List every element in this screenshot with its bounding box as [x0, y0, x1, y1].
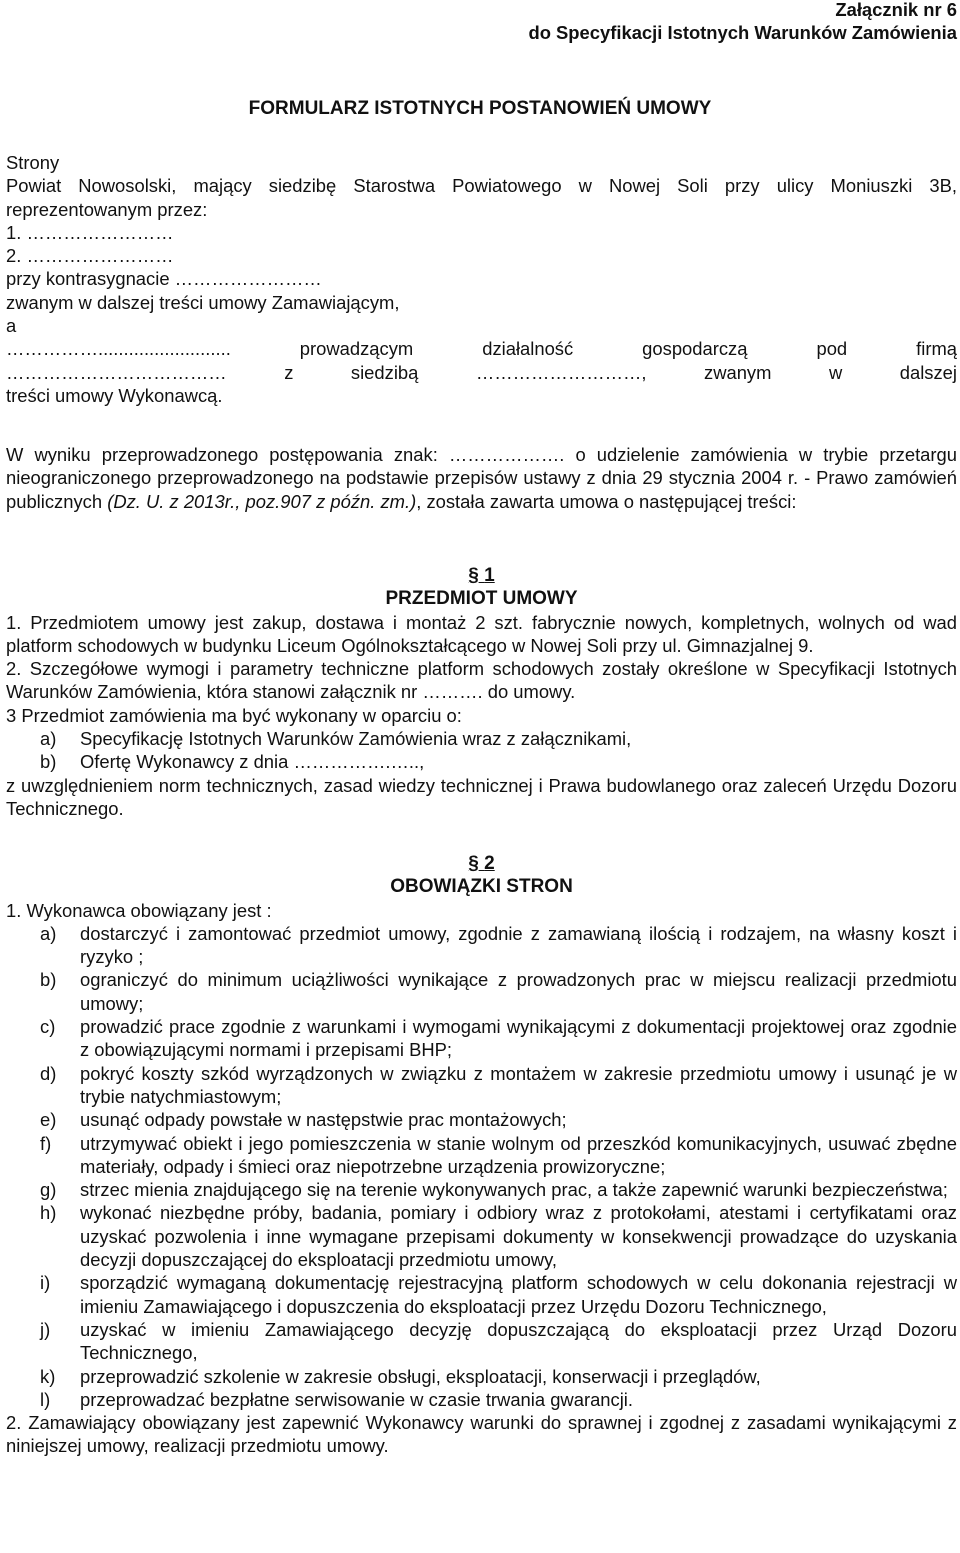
- and-conjunction: a: [6, 315, 17, 337]
- list-item-text: sporządzić wymaganą dokumentację rejestracyjną platform schodowych w celu dokonania rejestracji w imieniu Zamawiającego i dopuszczenia do eksploatacji przez Urzędu Dozoru Technicznego,: [80, 1272, 957, 1317]
- section-1-heading: [6, 564, 957, 611]
- list-item: [6, 1365, 957, 1388]
- list-item-text: prowadzić prace zgodnie z warunkami i wymogami wynikającymi z dokumentacji projektowej oraz zgodnie z obowiązującymi normami i przepisami BHP;: [80, 1016, 957, 1061]
- section-2-num: 2: [484, 853, 495, 874]
- attachment-number: Załącznik nr 6: [835, 0, 957, 20]
- list-marker: f): [40, 1132, 52, 1154]
- intro-text: [6, 443, 957, 513]
- list-marker: j): [40, 1318, 51, 1340]
- section-2-obligations-list: [6, 922, 957, 1411]
- section-1-point-1: 1. Przedmiotem umowy jest zakup, dostawa i montaż 2 szt. fabrycznie nowych, kompletnych, wolnych od wad platform schodowych w budynku Liceum Ogólnokształcącego w Nowej Soli przy ul. Gimnazjalnej 9.: [6, 611, 957, 656]
- section-1: [6, 564, 957, 820]
- list-item: [6, 1132, 957, 1179]
- list-item-text: Specyfikację Istotnych Warunków Zamówienia wraz z załącznikami,: [80, 728, 632, 750]
- list-item-text: wykonać niezbędne próby, badania, pomiary i odbiory wraz z protokołami, atestami i certyfikatami oraz uzyskać pozwolenia i inne wymagane przepisami dokumenty w konsekwencji prowadzące do uzyskania decyzji dopuszczającej do eksploatacji przedmiotu umowy,: [80, 1202, 957, 1271]
- list-item-text: dostarczyć i zamontować przedmiot umowy, zgodnie z zamawianą ilością i rodzajem, na własny koszt i ryzyko ;: [80, 922, 957, 968]
- section-2-title: OBOWIĄZKI STRON: [390, 876, 573, 898]
- intro-paragraph: [6, 443, 957, 513]
- list-marker: a): [40, 728, 57, 750]
- list-item-text: strzec mienia znajdującego się na terenie wykonywanych prac, a także zapewnić warunki bezpieczeństwa;: [80, 1179, 948, 1201]
- representative-1: 1. ……………………: [6, 221, 174, 243]
- section-2-heading: [6, 852, 957, 899]
- paragraph-symbol: §: [468, 853, 479, 874]
- list-item: [6, 1178, 957, 1201]
- section-1-title: PRZEDMIOT UMOWY: [385, 588, 578, 610]
- ordering-party-definition: zwanym w dalszej treści umowy Zamawiającym,: [6, 291, 400, 313]
- list-marker: i): [40, 1272, 51, 1294]
- list-item-text: pokryć koszty szkód wyrządzonych w związku z montażem w zakresie przedmiotu umowy i usunąć je w trybie natychmiastowym;: [80, 1062, 957, 1107]
- list-marker: k): [40, 1365, 56, 1387]
- parties-label: Strony: [6, 152, 60, 173]
- section-1-number: [6, 564, 957, 587]
- paragraph-symbol: §: [468, 565, 479, 586]
- list-item-text: ograniczyć do minimum uciążliwości wynikające z prowadzonych prac w miejscu realizacji przedmiotu umowy;: [80, 969, 957, 1014]
- list-item: [6, 922, 957, 969]
- section-2-point-2: 2. Zamawiający obowiązany jest zapewnić Wykonawcy warunki do sprawnej i zgodnej z zasadami wynikającymi z niniejszej umowy, realizacji przedmiotu umowy.: [6, 1412, 957, 1457]
- list-item-text: uzyskać w imieniu Zamawiającego decyzję dopuszczającą do eksploatacji przez Urząd Dozoru Technicznego,: [80, 1318, 957, 1364]
- attachment-reference: do Specyfikacji Istotnych Warunków Zamówienia: [528, 22, 957, 43]
- contractor-line1: …………….......................... prowadzącym działalność gospodarczą pod firmą: [6, 338, 957, 360]
- section-2-point-1: 1. Wykonawca obowiązany jest :: [6, 899, 272, 921]
- parties-ordering-line2: reprezentowanym przez:: [6, 198, 208, 220]
- parties-ordering-line1: Powiat Nowosolski, mający siedzibę Starostwa Powiatowego w Nowej Soli przy ulicy Moniuszki 3B,: [6, 175, 957, 197]
- list-marker: c): [40, 1016, 56, 1038]
- list-marker: b): [40, 751, 57, 773]
- list-item: [6, 1271, 957, 1318]
- list-item: [6, 1388, 957, 1411]
- list-item: [6, 1201, 957, 1271]
- list-item: [6, 1108, 957, 1131]
- parties-section: [6, 151, 957, 407]
- section-1-point-2: 2. Szczegółowe wymogi i parametry techniczne platform schodowych zostały określone w Specyfikacji Istotnych Warunków Zamówienia, która stanowi załącznik nr ………. do umowy.: [6, 658, 957, 703]
- contractor-line2: ……………………………… z siedzibą ………………………, zwanym w dalszej: [6, 361, 957, 383]
- intro-part2: , została zawarta umowa o następującej treści:: [416, 490, 797, 512]
- section-2: [6, 852, 957, 1458]
- countersignature: przy kontrasygnacie ……………………: [6, 268, 322, 290]
- section-2-number: [6, 852, 957, 875]
- list-item-text: Ofertę Wykonawcy z dnia …………….…..,: [80, 751, 425, 773]
- list-item-text: przeprowadzić szkolenie w zakresie obsługi, eksploatacji, konserwacji i przeglądów,: [80, 1365, 761, 1387]
- list-marker: a): [40, 922, 57, 944]
- list-marker: e): [40, 1109, 57, 1131]
- document-title: FORMULARZ ISTOTNYCH POSTANOWIEŃ UMOWY: [248, 98, 712, 119]
- list-marker: l): [40, 1388, 51, 1410]
- list-item: [6, 750, 957, 773]
- list-item-text: usunąć odpady powstałe w następstwie prac montażowych;: [80, 1109, 567, 1131]
- list-marker: d): [40, 1062, 57, 1084]
- section-1-num: 1: [484, 565, 495, 586]
- list-item: [6, 1318, 957, 1365]
- list-item: [6, 727, 957, 750]
- list-item: [6, 968, 957, 1015]
- list-item-text: utrzymywać obiekt i jego pomieszczenia w stanie wolnym od przeszkód komunikacyjnych, usuwać zbędne materiały, odpady i śmieci oraz niepotrzebne urządzenia prowizoryczne;: [80, 1132, 957, 1177]
- list-item-text: przeprowadzać bezpłatne serwisowanie w czasie trwania gwarancji.: [80, 1388, 634, 1410]
- list-marker: g): [40, 1179, 57, 1201]
- section-1-basis-list: [6, 727, 957, 774]
- list-marker: b): [40, 969, 57, 991]
- list-item: [6, 1062, 957, 1109]
- list-marker: h): [40, 1202, 57, 1224]
- contractor-line3: treści umowy Wykonawcą.: [6, 384, 223, 406]
- section-1-point-3: 3 Przedmiot zamówienia ma być wykonany w oparciu o:: [6, 704, 462, 726]
- section-1-point-4: z uwzględnieniem norm technicznych, zasad wiedzy technicznej i Prawa budowlanego oraz zaleceń Urzędu Dozoru Technicznego.: [6, 774, 957, 819]
- list-item: [6, 1015, 957, 1062]
- intro-part1: W wyniku przeprowadzonego postępowania znak: ………………. o udzielenie zamówienia w trybie przetargu nieograniczonego przeprowadzonego na podstawie przepisów ustawy z dnia 29 stycznia 2004 r. - Prawo zamówień publicznych: [6, 444, 957, 512]
- representative-2: 2. ……………………: [6, 245, 174, 267]
- intro-citation: (Dz. U. z 2013r., poz.907 z późn. zm.): [107, 490, 417, 512]
